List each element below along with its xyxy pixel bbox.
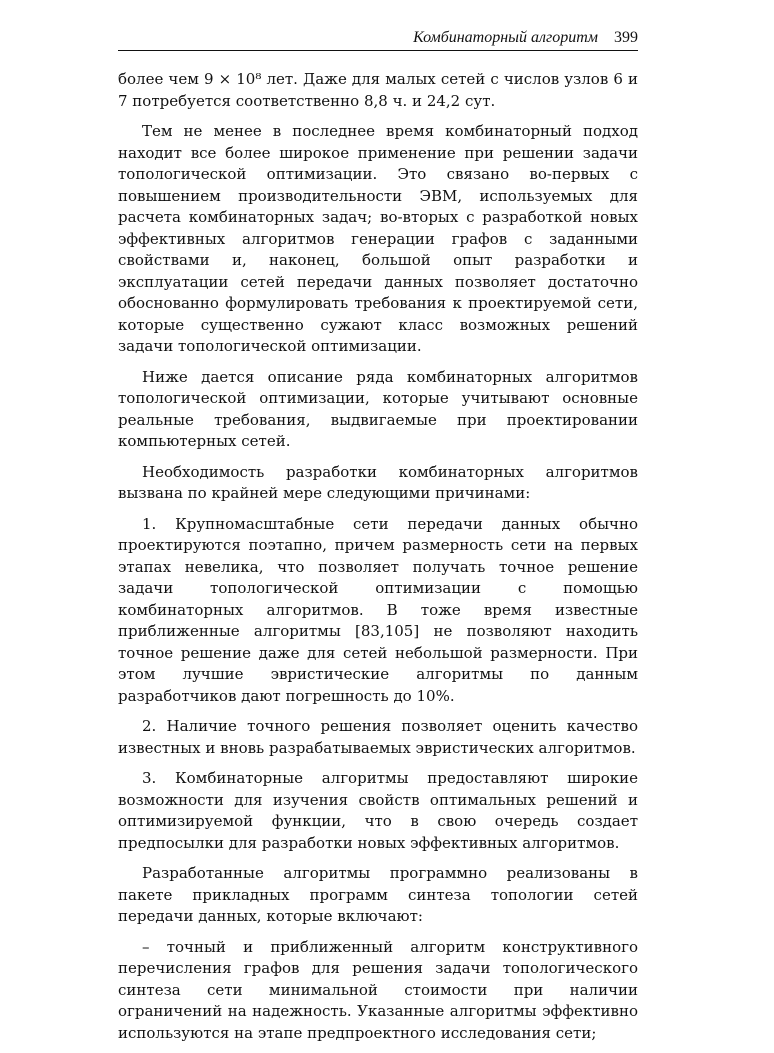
- paragraph: Необходимость разработки комбинаторных алгоритмов вызвана по крайней мере следующими причинами:: [118, 462, 638, 502]
- page-number: 399: [614, 29, 638, 46]
- list-item-numbered: 3. Комбинаторные алгоритмы предоставляют широкие возможности для изучения свойств оптимальных решений и оптимизируемой функции, что в свою очередь создает предпосылки для разработки новых эффективных алгоритмов.: [118, 769, 638, 852]
- paragraph-continuation: более чем 9 × 10⁸ лет. Даже для малых сетей с числов узлов 6 и 7 потребуется соответственно 8,8 ч. и 24,2 сут.: [118, 70, 638, 110]
- book-page: [118, 28, 638, 1053]
- paragraph: Тем не менее в последнее время комбинаторный подход находит все более широкое применение при решении задачи топологической оптимизации. Это связано во-первых с повышением производительности ЭВМ, используемых для расчета комбинаторных задач; во-вторых с разработкой новых эффективных алгоритмов генерации графов с заданными свойствами и, наконец, большой опыт разработки и эксплуатации сетей передачи данных позволяет достаточно обоснованно формулировать требования к проектируемой сети, которые существенно сужают класс возможных решений задачи топологической оптимизации.: [118, 122, 638, 355]
- running-title: Комбинаторный алгоритм: [413, 29, 598, 46]
- running-header: [118, 28, 638, 51]
- list-item-numbered: 1. Крупномасштабные сети передачи данных обычно проектируются поэтапно, причем размерность сети на первых этапах невелика, что позволяет получать точное решение задачи топологической оптимизации с помощью комбинаторных алгоритмов. В тоже время известные приближенные алгоритмы [83,105] не позволяют находить точное решение даже для сетей небольшой размерности. При этом лучшие эвристические алгоритмы по данным разработчиков дают погрешность до 10%.: [118, 514, 638, 705]
- paragraph: Ниже дается описание ряда комбинаторных алгоритмов топологической оптимизации, которые учитывают основные реальные требования, выдвигаемые при проектировании компьютерных сетей.: [118, 367, 638, 450]
- page-body: [118, 69, 638, 1044]
- list-item-dash: – точный и приближенный алгоритм конструктивного перечисления графов для решения задачи топологического синтеза сети минимальной стоимости при наличии ограничений на надежность. Указанные алгоритмы эффективно используются на этапе предпроектного исследования сети;: [118, 937, 638, 1042]
- paragraph: Разработанные алгоритмы программно реализованы в пакете прикладных программ синтеза топологии сетей передачи данных, которые включают:: [118, 864, 638, 925]
- list-item-numbered: 2. Наличие точного решения позволяет оценить качество известных и вновь разрабатываемых эвристических алгоритмов.: [118, 717, 638, 757]
